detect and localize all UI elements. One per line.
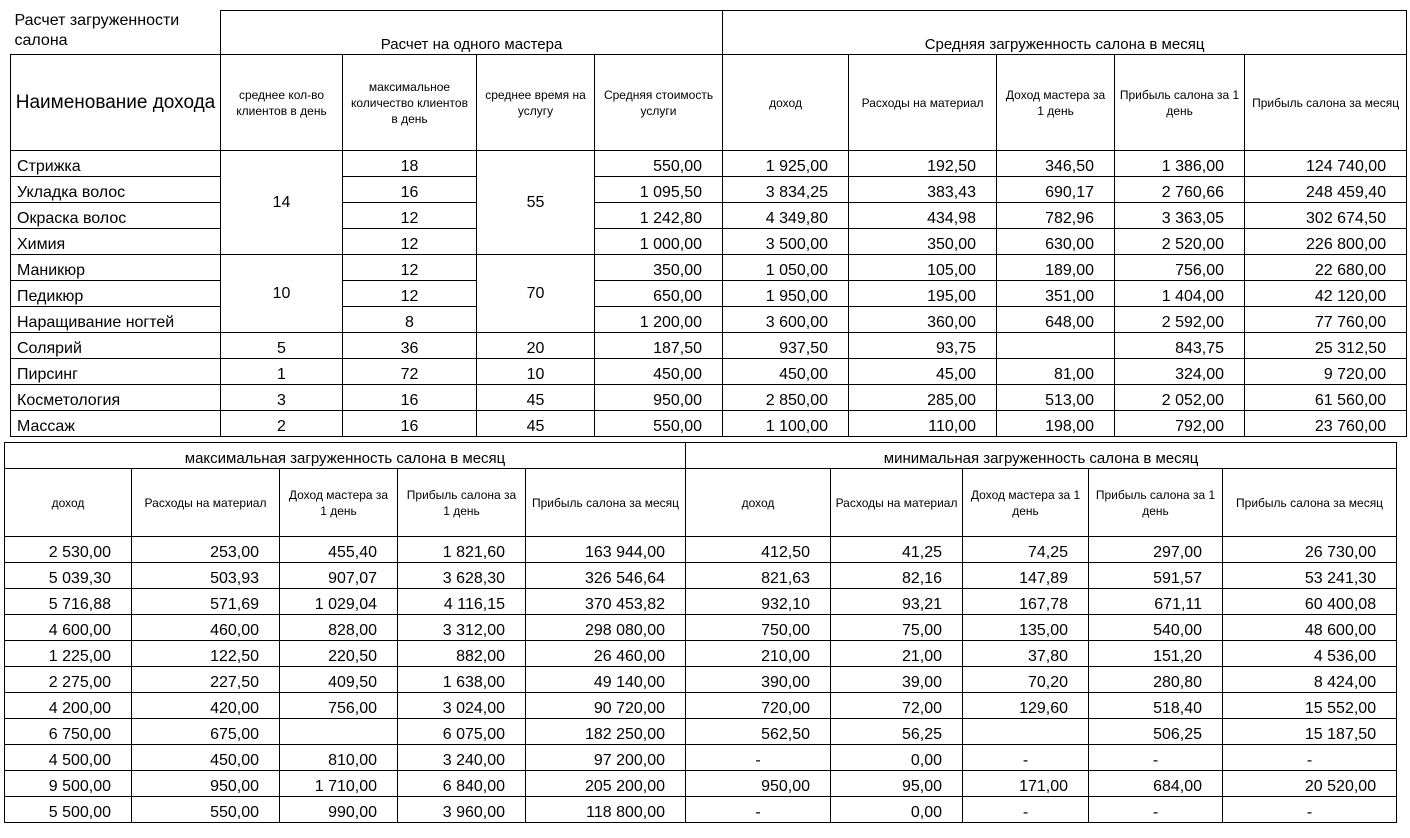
table-row (11, 359, 1407, 385)
min-income-cell: 821,63 (686, 563, 831, 589)
min-header-income: доход (686, 469, 831, 537)
salon-load-minmax-table (4, 442, 1397, 823)
income-cell: 2 850,00 (723, 385, 849, 411)
profit-day-cell: 324,00 (1115, 359, 1245, 385)
salon-load-table (10, 10, 1407, 437)
table-row (11, 203, 1407, 229)
min-profit-day-cell: 151,20 (1089, 641, 1223, 667)
max-master-income-cell: 828,00 (280, 615, 398, 641)
max-header-income: доход (5, 469, 132, 537)
avg-clients-cell: 10 (221, 255, 343, 333)
master-income-cell (997, 333, 1115, 359)
group-header-min: минимальная загруженность салона в месяц (686, 443, 1397, 469)
header-avg-time: среднее время на услугу (477, 55, 595, 151)
profit-day-cell: 843,75 (1115, 333, 1245, 359)
table-row (5, 693, 1397, 719)
group-header-master: Расчет на одного мастера (221, 11, 723, 55)
min-materials-cell: 0,00 (831, 745, 963, 771)
header-max-clients: максимальное количество клиентов в день (343, 55, 477, 151)
profit-day-cell: 2 520,00 (1115, 229, 1245, 255)
max-profit-month-cell: 49 140,00 (526, 667, 686, 693)
income-cell: 1 925,00 (723, 151, 849, 177)
min-master-income-cell: 70,20 (963, 667, 1089, 693)
min-income-cell: 950,00 (686, 771, 831, 797)
max-profit-month-cell: 326 546,64 (526, 563, 686, 589)
min-materials-cell: 95,00 (831, 771, 963, 797)
max-profit-day-cell: 3 312,00 (398, 615, 526, 641)
master-income-cell: 346,50 (997, 151, 1115, 177)
avg-cost-cell: 1 242,80 (595, 203, 723, 229)
max-profit-month-cell: 97 200,00 (526, 745, 686, 771)
max-profit-month-cell: 182 250,00 (526, 719, 686, 745)
header-income: доход (723, 55, 849, 151)
profit-month-cell: 22 680,00 (1245, 255, 1407, 281)
max-materials-cell: 253,00 (132, 537, 280, 563)
service-name: Стрижка (11, 151, 221, 177)
table-row (5, 771, 1397, 797)
max-materials-cell: 950,00 (132, 771, 280, 797)
max-materials-cell: 503,93 (132, 563, 280, 589)
max-profit-day-cell: 3 628,30 (398, 563, 526, 589)
min-profit-month-cell: 48 600,00 (1223, 615, 1397, 641)
min-materials-cell: 82,16 (831, 563, 963, 589)
min-income-cell: 932,10 (686, 589, 831, 615)
master-income-cell: 782,96 (997, 203, 1115, 229)
profit-day-cell: 2 592,00 (1115, 307, 1245, 333)
min-profit-month-cell: 4 536,00 (1223, 641, 1397, 667)
materials-cell: 434,98 (849, 203, 997, 229)
avg-clients-cell: 1 (221, 359, 343, 385)
min-master-income-cell: 37,80 (963, 641, 1089, 667)
max-clients-cell: 12 (343, 203, 477, 229)
service-name: Косметология (11, 385, 221, 411)
max-income-cell: 5 039,30 (5, 563, 132, 589)
income-cell: 3 834,25 (723, 177, 849, 203)
max-master-income-cell: 907,07 (280, 563, 398, 589)
min-master-income-cell: 147,89 (963, 563, 1089, 589)
master-income-cell: 690,17 (997, 177, 1115, 203)
min-income-cell: 390,00 (686, 667, 831, 693)
max-profit-day-cell: 6 840,00 (398, 771, 526, 797)
min-profit-day-cell: 591,57 (1089, 563, 1223, 589)
min-materials-cell: 41,25 (831, 537, 963, 563)
max-clients-cell: 18 (343, 151, 477, 177)
min-profit-day-cell: 297,00 (1089, 537, 1223, 563)
profit-month-cell: 302 674,50 (1245, 203, 1407, 229)
max-master-income-cell: 756,00 (280, 693, 398, 719)
min-profit-month-cell: 15 187,50 (1223, 719, 1397, 745)
max-profit-day-cell: 3 024,00 (398, 693, 526, 719)
max-master-income-cell: 1 029,04 (280, 589, 398, 615)
max-profit-day-cell: 6 075,00 (398, 719, 526, 745)
max-materials-cell: 122,50 (132, 641, 280, 667)
max-clients-cell: 36 (343, 333, 477, 359)
max-header-materials: Расходы на материал (132, 469, 280, 537)
max-header-profit-day: Прибыль салона за 1 день (398, 469, 526, 537)
profit-day-cell: 3 363,05 (1115, 203, 1245, 229)
profit-month-cell: 61 560,00 (1245, 385, 1407, 411)
service-name: Пирсинг (11, 359, 221, 385)
max-clients-cell: 16 (343, 411, 477, 437)
table-row (5, 719, 1397, 745)
profit-day-cell: 1 386,00 (1115, 151, 1245, 177)
max-clients-cell: 16 (343, 385, 477, 411)
avg-cost-cell: 450,00 (595, 359, 723, 385)
avg-clients-cell: 3 (221, 385, 343, 411)
min-profit-day-cell: 518,40 (1089, 693, 1223, 719)
income-cell: 1 950,00 (723, 281, 849, 307)
table-row (11, 255, 1407, 281)
max-master-income-cell: 810,00 (280, 745, 398, 771)
income-cell: 3 500,00 (723, 229, 849, 255)
sheet-title: Расчет загруженности салона (11, 11, 221, 55)
materials-cell: 45,00 (849, 359, 997, 385)
max-profit-month-cell: 298 080,00 (526, 615, 686, 641)
max-income-cell: 4 600,00 (5, 615, 132, 641)
min-income-cell: 412,50 (686, 537, 831, 563)
materials-cell: 195,00 (849, 281, 997, 307)
avg-clients-cell: 5 (221, 333, 343, 359)
min-header-master-income: Доход мастера за 1 день (963, 469, 1089, 537)
min-master-income-cell: 135,00 (963, 615, 1089, 641)
max-profit-month-cell: 163 944,00 (526, 537, 686, 563)
max-profit-day-cell: 3 240,00 (398, 745, 526, 771)
income-cell: 1 050,00 (723, 255, 849, 281)
profit-month-cell: 42 120,00 (1245, 281, 1407, 307)
avg-time-cell: 10 (477, 359, 595, 385)
max-income-cell: 9 500,00 (5, 771, 132, 797)
profit-day-cell: 2 052,00 (1115, 385, 1245, 411)
table-row (11, 333, 1407, 359)
avg-cost-cell: 1 095,50 (595, 177, 723, 203)
profit-day-cell: 2 760,66 (1115, 177, 1245, 203)
max-materials-cell: 550,00 (132, 797, 280, 823)
service-name: Наращивание ногтей (11, 307, 221, 333)
avg-cost-cell: 550,00 (595, 151, 723, 177)
materials-cell: 360,00 (849, 307, 997, 333)
min-profit-month-cell: - (1223, 797, 1397, 823)
max-income-cell: 1 225,00 (5, 641, 132, 667)
avg-time-cell: 55 (477, 151, 595, 255)
income-cell: 450,00 (723, 359, 849, 385)
table-row (11, 229, 1407, 255)
avg-cost-cell: 187,50 (595, 333, 723, 359)
profit-day-cell: 1 404,00 (1115, 281, 1245, 307)
group-header-avg: Средняя загруженность салона в месяц (723, 11, 1407, 55)
min-profit-day-cell: 280,80 (1089, 667, 1223, 693)
min-materials-cell: 93,21 (831, 589, 963, 615)
max-materials-cell: 450,00 (132, 745, 280, 771)
min-income-cell: 720,00 (686, 693, 831, 719)
max-clients-cell: 72 (343, 359, 477, 385)
service-name: Солярий (11, 333, 221, 359)
table-row (5, 537, 1397, 563)
service-name: Укладка волос (11, 177, 221, 203)
max-profit-month-cell: 26 460,00 (526, 641, 686, 667)
max-income-cell: 5 500,00 (5, 797, 132, 823)
min-profit-day-cell: 540,00 (1089, 615, 1223, 641)
max-income-cell: 2 530,00 (5, 537, 132, 563)
max-master-income-cell: 409,50 (280, 667, 398, 693)
max-income-cell: 4 200,00 (5, 693, 132, 719)
profit-month-cell: 9 720,00 (1245, 359, 1407, 385)
avg-clients-cell: 14 (221, 151, 343, 255)
table-row (5, 667, 1397, 693)
max-materials-cell: 675,00 (132, 719, 280, 745)
max-profit-day-cell: 4 116,15 (398, 589, 526, 615)
max-clients-cell: 16 (343, 177, 477, 203)
min-profit-month-cell: 8 424,00 (1223, 667, 1397, 693)
min-materials-cell: 21,00 (831, 641, 963, 667)
max-clients-cell: 12 (343, 255, 477, 281)
min-income-cell: - (686, 745, 831, 771)
profit-month-cell: 77 760,00 (1245, 307, 1407, 333)
avg-time-cell: 45 (477, 385, 595, 411)
table-row (11, 151, 1407, 177)
materials-cell: 285,00 (849, 385, 997, 411)
max-profit-day-cell: 1 821,60 (398, 537, 526, 563)
min-header-profit-day: Прибыль салона за 1 день (1089, 469, 1223, 537)
max-profit-month-cell: 90 720,00 (526, 693, 686, 719)
min-master-income-cell: 129,60 (963, 693, 1089, 719)
master-income-cell: 81,00 (997, 359, 1115, 385)
table-row (5, 589, 1397, 615)
min-income-cell: 562,50 (686, 719, 831, 745)
income-cell: 3 600,00 (723, 307, 849, 333)
max-profit-month-cell: 370 453,82 (526, 589, 686, 615)
avg-cost-cell: 1 000,00 (595, 229, 723, 255)
min-materials-cell: 75,00 (831, 615, 963, 641)
max-profit-day-cell: 3 960,00 (398, 797, 526, 823)
materials-cell: 383,43 (849, 177, 997, 203)
materials-cell: 105,00 (849, 255, 997, 281)
max-materials-cell: 460,00 (132, 615, 280, 641)
min-master-income-cell: - (963, 745, 1089, 771)
max-profit-month-cell: 118 800,00 (526, 797, 686, 823)
avg-cost-cell: 650,00 (595, 281, 723, 307)
min-materials-cell: 56,25 (831, 719, 963, 745)
min-master-income-cell: 167,78 (963, 589, 1089, 615)
max-profit-day-cell: 1 638,00 (398, 667, 526, 693)
service-name: Окраска волос (11, 203, 221, 229)
table-row (5, 615, 1397, 641)
income-cell: 1 100,00 (723, 411, 849, 437)
max-income-cell: 6 750,00 (5, 719, 132, 745)
income-cell: 937,50 (723, 333, 849, 359)
avg-cost-cell: 550,00 (595, 411, 723, 437)
max-income-cell: 2 275,00 (5, 667, 132, 693)
max-materials-cell: 571,69 (132, 589, 280, 615)
min-profit-month-cell: - (1223, 745, 1397, 771)
max-income-cell: 4 500,00 (5, 745, 132, 771)
min-materials-cell: 0,00 (831, 797, 963, 823)
avg-cost-cell: 350,00 (595, 255, 723, 281)
min-materials-cell: 72,00 (831, 693, 963, 719)
min-profit-day-cell: 684,00 (1089, 771, 1223, 797)
master-income-cell: 513,00 (997, 385, 1115, 411)
table-row (5, 563, 1397, 589)
table-row (5, 797, 1397, 823)
profit-month-cell: 248 459,40 (1245, 177, 1407, 203)
table-row (5, 745, 1397, 771)
table-row (11, 385, 1407, 411)
max-master-income-cell: 455,40 (280, 537, 398, 563)
materials-cell: 192,50 (849, 151, 997, 177)
min-income-cell: - (686, 797, 831, 823)
profit-month-cell: 25 312,50 (1245, 333, 1407, 359)
group-header-max: максимальная загруженность салона в месяц (5, 443, 686, 469)
min-header-materials: Расходы на материал (831, 469, 963, 537)
master-income-cell: 630,00 (997, 229, 1115, 255)
materials-cell: 110,00 (849, 411, 997, 437)
table-row (11, 281, 1407, 307)
avg-cost-cell: 950,00 (595, 385, 723, 411)
master-income-cell: 189,00 (997, 255, 1115, 281)
min-profit-month-cell: 20 520,00 (1223, 771, 1397, 797)
header-master-income: Доход мастера за 1 день (997, 55, 1115, 151)
master-income-cell: 351,00 (997, 281, 1115, 307)
table-row (11, 411, 1407, 437)
min-master-income-cell: 171,00 (963, 771, 1089, 797)
max-profit-month-cell: 205 200,00 (526, 771, 686, 797)
max-clients-cell: 8 (343, 307, 477, 333)
max-income-cell: 5 716,88 (5, 589, 132, 615)
max-master-income-cell (280, 719, 398, 745)
max-header-profit-month: Прибыль салона за месяц (526, 469, 686, 537)
min-profit-month-cell: 53 241,30 (1223, 563, 1397, 589)
max-master-income-cell: 1 710,00 (280, 771, 398, 797)
income-cell: 4 349,80 (723, 203, 849, 229)
min-income-cell: 750,00 (686, 615, 831, 641)
materials-cell: 93,75 (849, 333, 997, 359)
header-salon-profit-month: Прибыль салона за месяц (1245, 55, 1407, 151)
avg-cost-cell: 1 200,00 (595, 307, 723, 333)
table-row (11, 307, 1407, 333)
avg-time-cell: 20 (477, 333, 595, 359)
materials-cell: 350,00 (849, 229, 997, 255)
profit-day-cell: 792,00 (1115, 411, 1245, 437)
profit-day-cell: 756,00 (1115, 255, 1245, 281)
max-materials-cell: 227,50 (132, 667, 280, 693)
header-salon-profit-day: Прибыль салона за 1 день (1115, 55, 1245, 151)
min-profit-day-cell: - (1089, 745, 1223, 771)
min-master-income-cell: - (963, 797, 1089, 823)
max-master-income-cell: 990,00 (280, 797, 398, 823)
min-profit-day-cell: 671,11 (1089, 589, 1223, 615)
min-profit-month-cell: 60 400,08 (1223, 589, 1397, 615)
service-name: Маникюр (11, 255, 221, 281)
min-profit-month-cell: 15 552,00 (1223, 693, 1397, 719)
avg-time-cell: 70 (477, 255, 595, 333)
min-income-cell: 210,00 (686, 641, 831, 667)
max-header-master-income: Доход мастера за 1 день (280, 469, 398, 537)
min-master-income-cell: 74,25 (963, 537, 1089, 563)
service-name: Массаж (11, 411, 221, 437)
max-materials-cell: 420,00 (132, 693, 280, 719)
header-avg-cost: Средняя стоимость услуги (595, 55, 723, 151)
max-master-income-cell: 220,50 (280, 641, 398, 667)
profit-month-cell: 226 800,00 (1245, 229, 1407, 255)
min-materials-cell: 39,00 (831, 667, 963, 693)
master-income-cell: 648,00 (997, 307, 1115, 333)
table-row (5, 641, 1397, 667)
avg-clients-cell: 2 (221, 411, 343, 437)
max-clients-cell: 12 (343, 281, 477, 307)
min-profit-day-cell: 506,25 (1089, 719, 1223, 745)
max-clients-cell: 12 (343, 229, 477, 255)
master-income-cell: 198,00 (997, 411, 1115, 437)
header-name: Наименование дохода (11, 55, 221, 151)
min-profit-month-cell: 26 730,00 (1223, 537, 1397, 563)
table-row (11, 177, 1407, 203)
profit-month-cell: 124 740,00 (1245, 151, 1407, 177)
max-profit-day-cell: 882,00 (398, 641, 526, 667)
avg-time-cell: 45 (477, 411, 595, 437)
header-materials: Расходы на материал (849, 55, 997, 151)
profit-month-cell: 23 760,00 (1245, 411, 1407, 437)
service-name: Химия (11, 229, 221, 255)
header-avg-clients: среднее кол-во клиентов в день (221, 55, 343, 151)
min-profit-day-cell: - (1089, 797, 1223, 823)
min-header-profit-month: Прибыль салона за месяц (1223, 469, 1397, 537)
min-master-income-cell (963, 719, 1089, 745)
service-name: Педикюр (11, 281, 221, 307)
